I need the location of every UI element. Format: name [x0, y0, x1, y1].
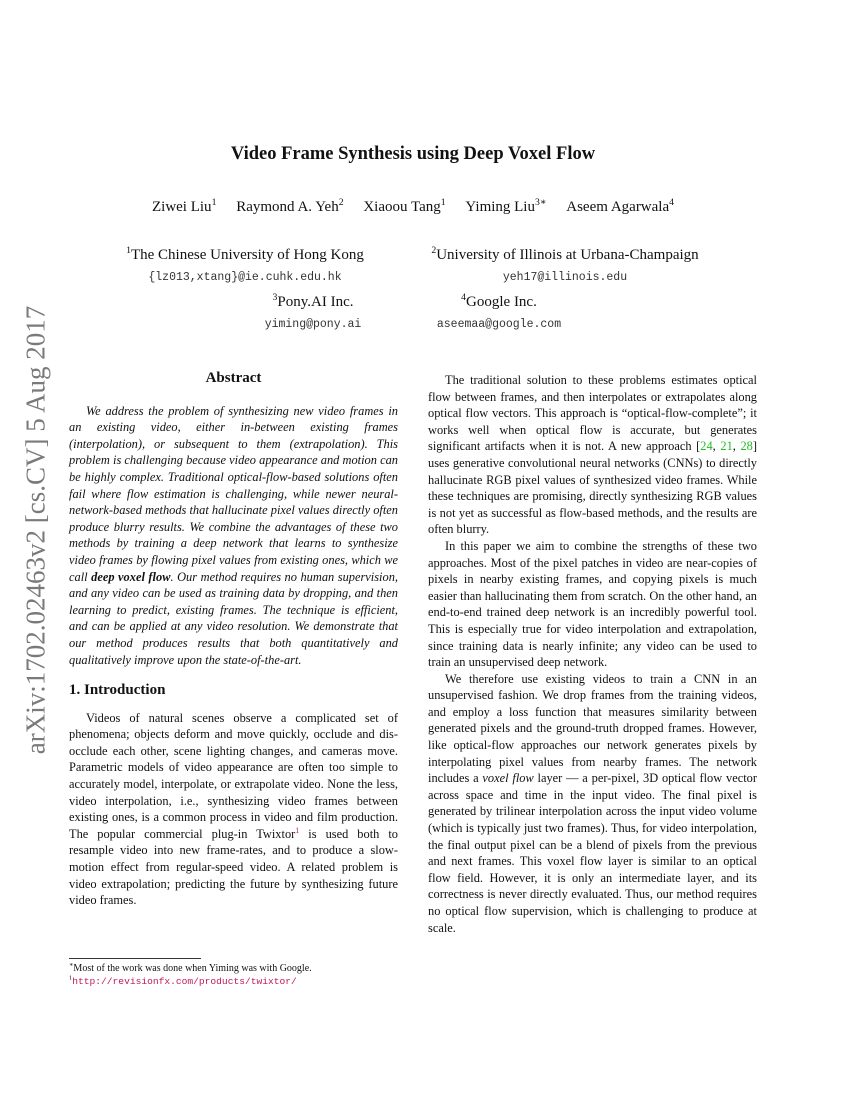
footnote: [69, 962, 398, 975]
paragraph-text-part: We therefore use existing videos to train a CNN in an unsupervised fashion. We drop frames from the training videos, and employ a loss function that measures similarity between generated pixels and the ground-truth dropped frames. However, like optical-flow approaches our network generates pixels by interpolating pixel values from nearby frames. The network includes a: [428, 671, 757, 786]
affiliation-cuhk: [105, 247, 385, 284]
abstract-text-part: We address the problem of synthesizing new video frames in an existing video, either in-between existing frames (interpolation), or subsequent to them (extrapolation). This problem is challenging because video appearance and motion can be highly complex. Traditional optical-flow-based solutions often fail where flow estimation is challenging, while newer neural-network-based methods that hallucinate pixel values directly often produce blurry results. We combine the advantages of these two methods by training a deep network that learns to synthesize video frames by flowing pixel values from existing ones, which we call: [69, 403, 398, 584]
footnote-divider: [69, 958, 201, 959]
citation-link[interactable]: 28: [740, 439, 753, 454]
author-affiliation-mark: 2: [338, 197, 344, 208]
author: [465, 199, 546, 215]
affiliation-mark: 1: [126, 245, 131, 256]
paragraph-text-part: layer — a per-pixel, 3D optical flow vector across space and time in the input video. The final pixel is generated by trilinear interpolation across the input video volume (which is typically just two frames). Thus, for video interpolation, the final output pixel can be a blend of pixels from the previous and next frames. This voxel flow layer is similar to an optical flow field. However, it is only an intermediate layer, and its correctness is never directly evaluated. Thus, our method requires no optical flow supervision, which is challenging to produce at scale.: [428, 771, 757, 935]
section-heading-introduction: 1. Introduction: [69, 682, 166, 699]
abstract-emphasis: deep voxel flow: [91, 569, 171, 584]
affiliation-email: yiming@pony.ai: [264, 318, 362, 331]
citation-link[interactable]: 24: [700, 439, 713, 454]
left-column: [69, 370, 398, 909]
paragraph-text-part: The traditional solution to these problems estimates optical flow between frames, and then interpolates or extrapolates along optical flow vectors. This approach is “optical-flow-complete”; it works well when optical flow is accurate, but generates significant artifacts when it is not. A new approach [: [428, 373, 757, 454]
affiliation-mark: 2: [431, 245, 437, 256]
author-affiliation-mark: 3∗: [534, 197, 547, 208]
author: [152, 199, 216, 215]
abstract-heading: Abstract: [205, 370, 262, 386]
affiliation-ponyai: [230, 294, 396, 331]
affiliation-name: Pony.AI Inc.: [277, 294, 354, 310]
right-column: [428, 372, 757, 936]
footnotes: [69, 958, 398, 988]
paragraph-text-part: ] uses generative convolutional neural networks (CNNs) to directly hallucinate RGB pixel values of synthesized video frames. While these techniques are promising, directly synthesizing RGB values is not yet as successful as flow-based methods, and the results are often blurry.: [428, 439, 757, 537]
author: [566, 199, 674, 215]
author-name: Xiaoou Tang: [363, 199, 441, 215]
footnote-text: Most of the work was done when Yiming was with Google.: [73, 963, 312, 974]
affiliation-name: The Chinese University of Hong Kong: [130, 247, 364, 263]
paragraph-emphasis: voxel flow: [482, 771, 534, 786]
author-affiliation-mark: 1: [211, 197, 217, 208]
abstract-paragraph: [69, 403, 398, 669]
citation-link[interactable]: 21: [720, 439, 733, 454]
affiliation-email: aseemaa@google.com: [436, 318, 562, 331]
affiliation-email: yeh17@illinois.edu: [502, 271, 628, 284]
affiliation-name: University of Illinois at Urbana-Champaign: [436, 247, 699, 263]
author-affiliation-mark: 1: [440, 197, 446, 208]
abstract-text-part: . Our method requires no human supervision, and any video can be used as training data by dropping, and then learning to predict, existing frames. The technique is efficient, and can be applied at any video resolution. We demonstrate that our method produces results that both quantitatively and qualitatively improve upon the state-of-the-art.: [69, 569, 398, 667]
affiliation-email: {lz013,xtang}@ie.cuhk.edu.hk: [148, 271, 342, 284]
arxiv-identifier-stamp: arXiv:1702.02463v2 [cs.CV] 5 Aug 2017: [20, 305, 51, 755]
affiliation-mark: 3: [272, 292, 278, 303]
author-name: Ziwei Liu: [151, 199, 212, 215]
body-paragraph: [428, 671, 757, 937]
author: [236, 199, 343, 215]
affiliation-uiuc: [405, 247, 725, 284]
author: [363, 199, 445, 215]
footnote-marker-link[interactable]: 1: [295, 825, 300, 835]
footnote-url-link[interactable]: http://revisionfx.com/products/twixtor/: [72, 976, 297, 987]
footnote-mark: 1: [69, 974, 73, 982]
affiliation-google: [416, 294, 582, 331]
author-name: Aseem Agarwala: [566, 199, 670, 215]
intro-text-part: Videos of natural scenes observe a complicated set of phenomena; objects deform and move quickly, occlude and dis-occlude each other, scene lighting changes, and cameras move. Parametric models of video appearance are often too simple to accurately model, interpolate, or extrapolate video. None the less, video interpolation, i.e., synthesizing video frames between existing ones, is a common process in video and film production. The popular commercial plug-in Twixtor: [69, 710, 398, 841]
body-paragraph: In this paper we aim to combine the strengths of these two approaches. Most of the pixel patches in video are near-copies of pixels in nearby existing frames, and copying pixels is much easier than hallucinating them from scratch. On the other hand, an end-to-end trained deep network is an incredibly powerful tool. This is especially true for video interpolation and extrapolation, since training data is nearly infinite; any video can be used to train an unsupervised deep network.: [428, 538, 757, 670]
footnote-mark: ∗: [69, 961, 74, 969]
body-paragraph: The traditional solution to these problems estimates optical flow between frames, and then interpolates or extrapolates along optical flow vectors. This approach is “optical-flow-complete”; it works well when optical flow is accurate, but generates significant artifacts when it is not. A new approach [24, 21, 28] uses generative convolutional neural networks (CNNs) to directly hallucinate RGB pixel values of synthesized video frames. While these techniques are promising, directly synthesizing RGB values is not yet as successful as flow-based methods, and the results are often blurry.: [428, 373, 757, 537]
affiliation-name: Google Inc.: [466, 294, 537, 310]
author-affiliation-mark: 4: [669, 197, 675, 208]
intro-paragraph: [69, 710, 398, 909]
author-name: Raymond A. Yeh: [236, 199, 339, 215]
author-list: [0, 199, 826, 216]
author-name: Yiming Liu: [465, 199, 535, 215]
paper-title: Video Frame Synthesis using Deep Voxel Flow: [230, 144, 596, 164]
affiliation-mark: 4: [461, 292, 467, 303]
footnote: [69, 975, 398, 988]
intro-text-part: is used both to resample video into new frame-rates, and to produce a slow-motion effect from regular-speed video. A related problem is video extrapolation; predicting the future by synthesizing future video frames.: [69, 826, 398, 908]
